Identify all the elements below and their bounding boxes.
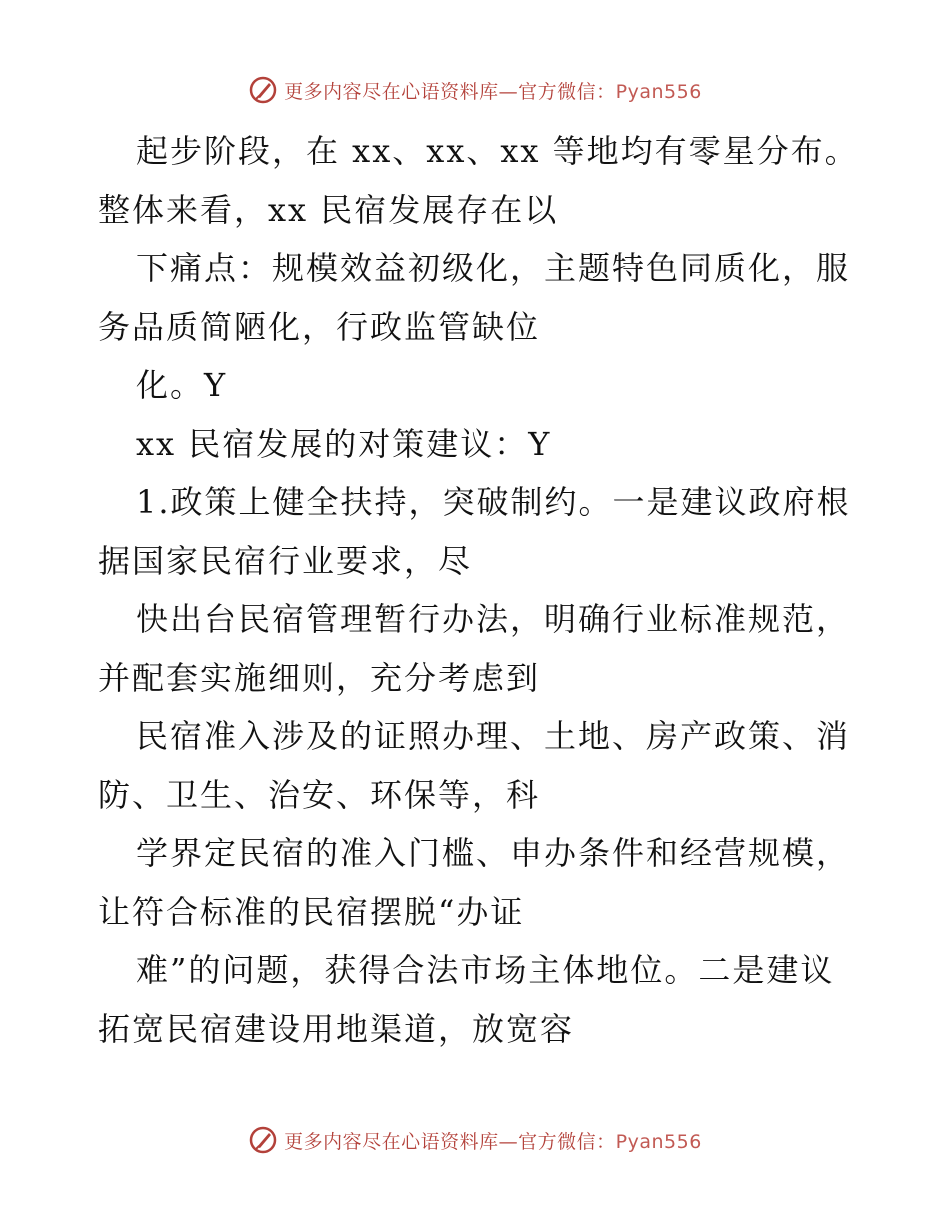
text-line: xx 民宿发展的对策建议：Y [136,424,552,463]
watermark-text: 更多内容尽在心语资料库—官方微信：Pyan556 [284,80,702,103]
watermark-id: Pyan556 [615,1130,702,1153]
quill-circle-logo-icon [248,1125,278,1155]
text-line: 起步阶段，在 xx、xx、xx 等地均有零星分布。 [136,132,859,170]
text-line: 拓宽民宿建设用地渠道，放宽容 [98,1009,575,1048]
watermark-header [0,70,950,110]
text-line: 学界定民宿的准入门槛、申办条件和经营规模， [136,834,851,872]
text-line: 防、卫生、治安、环保等，科 [98,775,541,814]
text-line: 务品质简陋化，行政监管缺位 [98,307,541,346]
text-line: 民宿准入涉及的证照办理、土地、房产政策、消 [136,717,851,755]
text-line: 让符合标准的民宿摆脱“办证 [98,892,525,931]
watermark-id: Pyan556 [615,80,702,103]
text-line: 1.政策上健全扶持，突破制约。一是建议政府根 [136,483,851,521]
watermark-text: 更多内容尽在心语资料库—官方微信：Pyan556 [284,1130,702,1153]
watermark-footer [0,1120,950,1160]
text-line: 快出台民宿管理暂行办法，明确行业标准规范， [136,600,851,638]
quill-circle-logo-icon [248,75,278,105]
text-line: 下痛点：规模效益初级化，主题特色同质化，服 [136,249,851,287]
text-line: 整体来看，xx 民宿发展存在以 [98,190,559,229]
text-line: 化。Y [136,366,228,404]
text-line: 并配套实施细则，充分考虑到 [98,658,541,697]
document-body [98,122,858,1058]
text-line: 难”的问题，获得合法市场主体地位。二是建议 [136,951,835,989]
text-line: 据国家民宿行业要求，尽 [98,541,473,580]
